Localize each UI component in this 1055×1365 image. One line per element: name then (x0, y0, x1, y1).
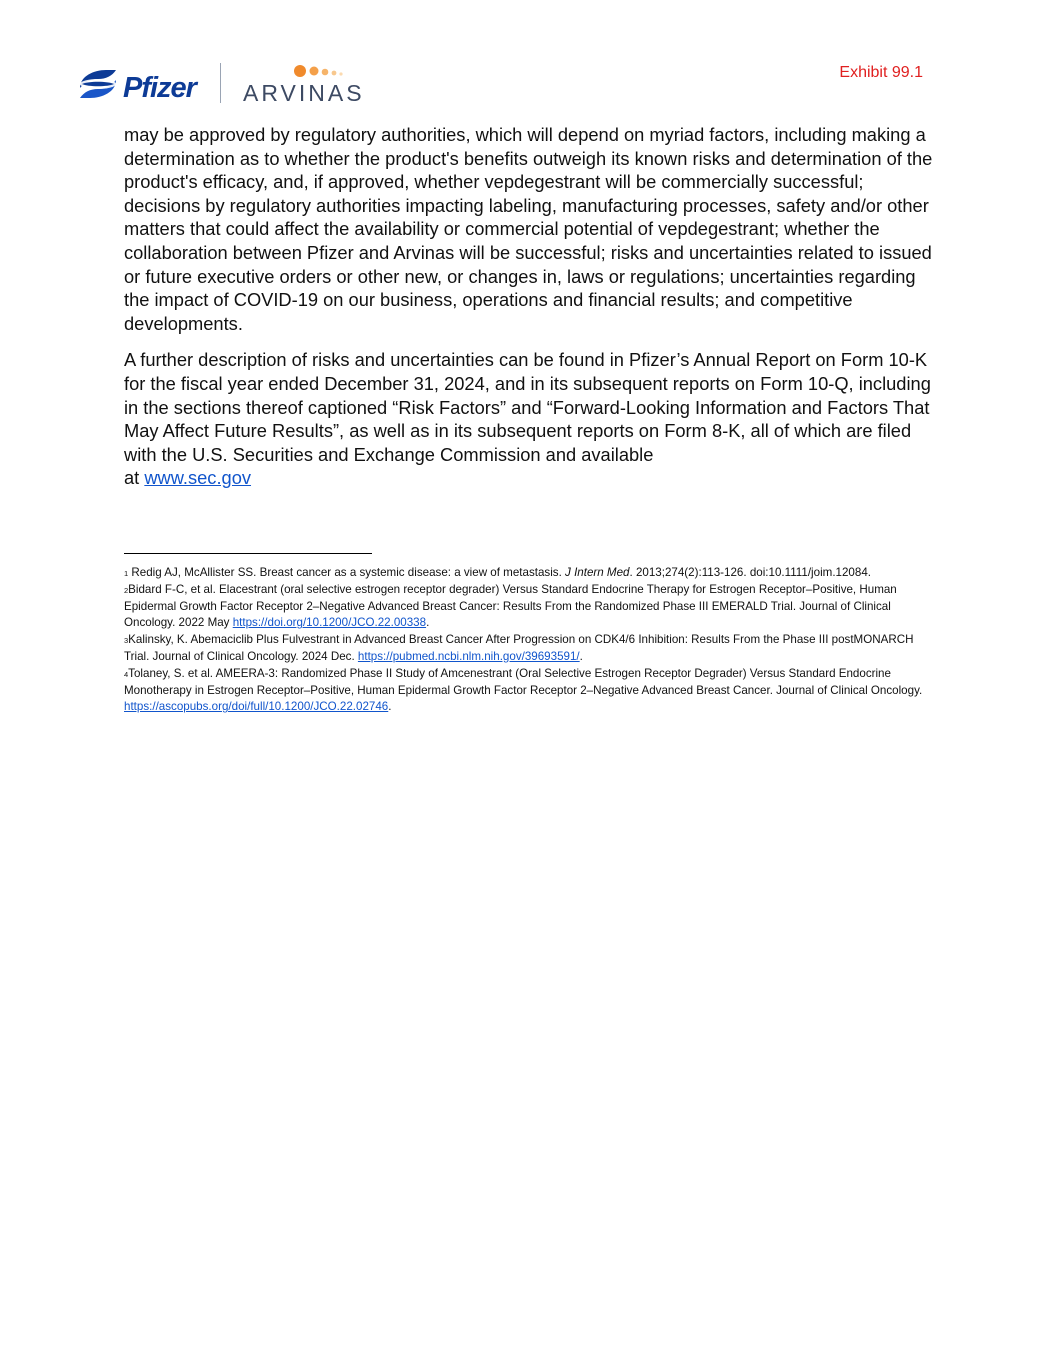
footnote-3 (124, 632, 936, 666)
footnote-3-link[interactable]: https://pubmed.ncbi.nlm.nih.gov/39693591/ (357, 649, 580, 663)
paragraph-2 (124, 348, 936, 490)
footnote-4-text: Tolaney, S. et al. AMEERA-3: Randomized Phase II Study of Amcenestrant (Oral Selective Estrogen Receptor Degrader) Versus Standard Endocrine Monotherapy in Estrogen Receptor–Positive, Human Epidermal Growth Factor Receptor 2–Negative Advanced Breast Cancer. Journal of Clinical Oncology. (124, 666, 923, 697)
arvinas-logo-text: ARVINAS (243, 80, 365, 106)
footnote-2 (124, 582, 936, 632)
sec-link[interactable]: www.sec.gov (144, 467, 252, 489)
paragraph-1: may be approved by regulatory authorities, which will depend on myriad factors, including making a determination as to whether the product's benefits outweigh its known risks and determination of the product's efficacy, and, if approved, whether vepdegestrant will be commercially successful; decisions by regulatory authorities impacting labeling, manufacturing processes, safety and/or other matters that could affect the availability or commercial potential of vepdegestrant; whether the collaboration between Pfizer and Arvinas will be successful; risks and uncertainties related to issued or future executive orders or other new, or changes in, laws or regulations; uncertainties regarding the impact of COVID-19 on our business, operations and financial results; and competitive developments. (124, 124, 933, 334)
paragraph-2-end-prefix: at (124, 467, 145, 489)
footnote-3-after-link: . (579, 649, 583, 663)
arvinas-dots-icon (293, 62, 353, 80)
footnote-3-number: 3 (124, 636, 129, 646)
exhibit-label: Exhibit 99.1 (839, 64, 923, 81)
footnote-2-after-link: . (426, 616, 430, 630)
pfizer-logo-text: Pfizer (123, 72, 196, 104)
footnote-2-number: 2 (124, 585, 129, 595)
footnote-3-text: Kalinsky, K. Abemaciclib Plus Fulvestrant in Advanced Breast Cancer After Progression on CDK4/6 Inhibition: Results From the Phase III postMONARCH Trial. Journal of Clinical Oncology. 2024 Dec. (124, 633, 914, 663)
logo-divider (220, 63, 221, 103)
pfizer-pill-logo-icon (76, 62, 120, 106)
footnote-1 (124, 565, 936, 582)
footnote-1-text-before: Redig AJ, McAllister SS. Breast cancer as a systemic disease: a view of metastasis. (128, 566, 566, 579)
footnote-1-number: 1 (124, 569, 129, 578)
footnote-4-link[interactable]: https://ascopubs.org/doi/full/10.1200/JCO.22.02746 (124, 700, 389, 714)
footnote-4 (124, 666, 936, 716)
header-logos (76, 60, 376, 118)
footnote-1-journal: J Intern Med (565, 566, 630, 579)
footnote-4-number: 4 (124, 669, 129, 679)
footnote-2-link[interactable]: https://doi.org/10.1200/JCO.22.00338 (232, 616, 427, 630)
footnote-2-text: Bidard F-C, et al. Elacestrant (oral selective estrogen receptor degrader) Versus Standard Endocrine Therapy for Estrogen Receptor–Positive, Human Epidermal Growth Factor Receptor 2–Negative Advanced Breast Cancer: Results From the Randomized Phase III EMERALD Trial. Journal of Clinical Oncology. 2022 May (124, 582, 897, 630)
footnote-1-text-after: . 2013;274(2):113-126. doi:10.1111/joim.12084. (629, 566, 871, 579)
paragraph-2-text: A further description of risks and uncertainties can be found in Pfizer’s Annual Report on Form 10-K for the fiscal year ended December 31, 2024, and in its subsequent reports on Form 10-Q, including in the sections thereof captioned “Risk Factors” and “Forward-Looking Information and Factors That May Affect Future Results”, as well as in its subsequent reports on Form 8-K, all of which are filed with the U.S. Securities and Exchange Commission and available (124, 349, 931, 465)
footnote-divider (124, 553, 372, 554)
body-text (124, 123, 936, 503)
footnote-4-after-link: . (388, 700, 392, 714)
footnotes (124, 565, 936, 716)
